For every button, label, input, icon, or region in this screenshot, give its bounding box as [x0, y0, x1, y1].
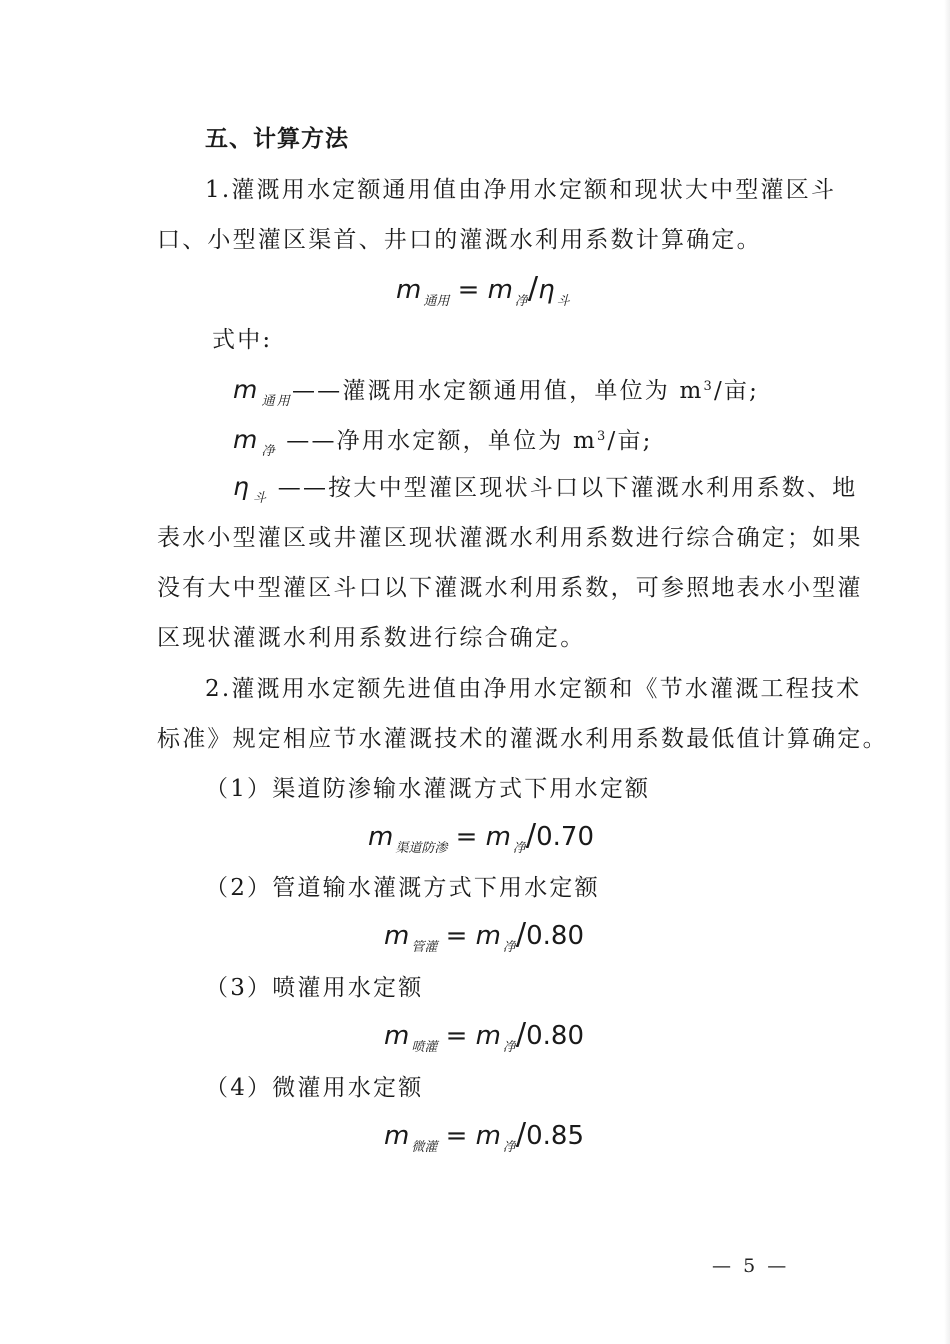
formula-general-lhs-var: m: [396, 275, 422, 305]
formula-item-3-equals: =: [445, 1021, 468, 1051]
definition-m-net-sup: 3: [597, 429, 608, 444]
formula-general-rhs-var: m: [487, 275, 513, 305]
formula-item-2-lhs-sub: 管灌: [411, 940, 438, 955]
formula-item-4-equals: =: [445, 1121, 468, 1151]
page-number: — 5 —: [712, 1255, 787, 1277]
definition-m-general-var: m: [233, 375, 260, 404]
formula-general-divisor-sub: 斗: [556, 294, 570, 309]
section-heading: 五、计算方法: [205, 126, 349, 152]
formula-item-4-rhs-var: m: [475, 1121, 501, 1151]
item-1-label: （1）渠道防渗输水灌溉方式下用水定额: [205, 776, 651, 802]
definition-m-net-sub: 净: [261, 444, 277, 459]
formula-general-lhs-sub: 通用: [423, 294, 450, 309]
definition-m-general: [233, 372, 759, 417]
paragraph1-line1: 1.灌溉用水定额通用值由净用水定额和现状大中型灌区斗: [205, 177, 837, 203]
definition-m-net: [233, 422, 653, 467]
paragraph1-line2: 口、小型灌区渠首、井口的灌溉水利用系数计算确定。: [157, 227, 762, 253]
where-label: 式中:: [212, 327, 273, 353]
formula-item-3: [384, 1018, 584, 1065]
paragraph2-line1: 2.灌溉用水定额先进值由净用水定额和《节水灌溉工程技术: [205, 676, 862, 702]
formula-item-3-rhs-sub: 净: [503, 1040, 517, 1055]
formula-item-3-lhs-sub: 喷灌: [411, 1040, 438, 1055]
item-4-label: （4）微灌用水定额: [205, 1075, 424, 1101]
formula-item-3-lhs-var: m: [384, 1021, 410, 1051]
definition-m-net-text: ——净用水定额，单位为 m: [286, 428, 598, 454]
formula-item-2-rhs-sub: 净: [503, 940, 517, 955]
definition-eta-line1: [233, 472, 857, 514]
item-2-label: （2）管道输水灌溉方式下用水定额: [205, 875, 600, 901]
formula-general-slash: /: [528, 271, 539, 306]
formula-item-1-lhs-sub: 渠道防渗: [395, 841, 448, 856]
definition-eta-sub: 斗: [253, 491, 269, 506]
item-3-label: （3）喷灌用水定额: [205, 975, 424, 1001]
formula-item-2-divisor: 0.80: [526, 921, 585, 951]
formula-item-4: [384, 1118, 584, 1165]
formula-item-3-rhs-var: m: [475, 1021, 501, 1051]
formula-item-1-divisor: 0.70: [536, 822, 595, 852]
formula-general: [396, 272, 570, 319]
definition-m-general-sub: 通用: [261, 394, 292, 409]
formula-item-4-slash: /: [516, 1117, 527, 1152]
definition-eta-line3: 没有大中型灌区斗口以下灌溉水利用系数，可参照地表水小型灌: [157, 575, 863, 601]
formula-item-4-lhs-var: m: [384, 1121, 410, 1151]
scan-edge-shadow: [944, 0, 950, 1344]
formula-item-4-divisor: 0.85: [526, 1121, 585, 1151]
formula-general-rhs-sub: 净: [515, 294, 529, 309]
formula-item-2-slash: /: [516, 917, 527, 952]
definition-eta-line2: 表水小型灌区或井灌区现状灌溉水利用系数进行综合确定；如果: [157, 525, 863, 551]
formula-item-2-equals: =: [445, 921, 468, 951]
formula-item-1-rhs-var: m: [485, 822, 511, 852]
definition-m-general-unit: /亩;: [713, 378, 760, 404]
definition-eta-var: η: [233, 472, 252, 501]
formula-general-equals: =: [457, 275, 480, 305]
paragraph2-line2: 标准》规定相应节水灌溉技术的灌溉水利用系数最低值计算确定。: [157, 726, 888, 752]
formula-item-2-lhs-var: m: [384, 921, 410, 951]
definition-m-net-var: m: [233, 425, 260, 454]
definition-m-net-unit: /亩;: [607, 428, 653, 454]
formula-item-4-rhs-sub: 净: [503, 1140, 517, 1155]
formula-item-2: [384, 918, 584, 965]
definition-m-general-sup: 3: [703, 379, 714, 394]
formula-general-divisor-var: η: [538, 275, 555, 305]
formula-item-3-divisor: 0.80: [526, 1021, 585, 1051]
formula-item-1-rhs-sub: 净: [513, 841, 527, 856]
formula-item-1-lhs-var: m: [368, 822, 394, 852]
formula-item-1-slash: /: [526, 818, 537, 853]
formula-item-4-lhs-sub: 微灌: [411, 1140, 438, 1155]
formula-item-3-slash: /: [516, 1017, 527, 1052]
formula-item-1: [368, 819, 594, 866]
definition-m-general-text: ——灌溉用水定额通用值，单位为 m: [291, 378, 704, 404]
formula-item-2-rhs-var: m: [475, 921, 501, 951]
definition-eta-text: ——按大中型灌区现状斗口以下灌溉水利用系数、地: [277, 475, 858, 501]
formula-item-1-equals: =: [455, 822, 478, 852]
definition-eta-line4: 区现状灌溉水利用系数进行综合确定。: [157, 625, 586, 651]
